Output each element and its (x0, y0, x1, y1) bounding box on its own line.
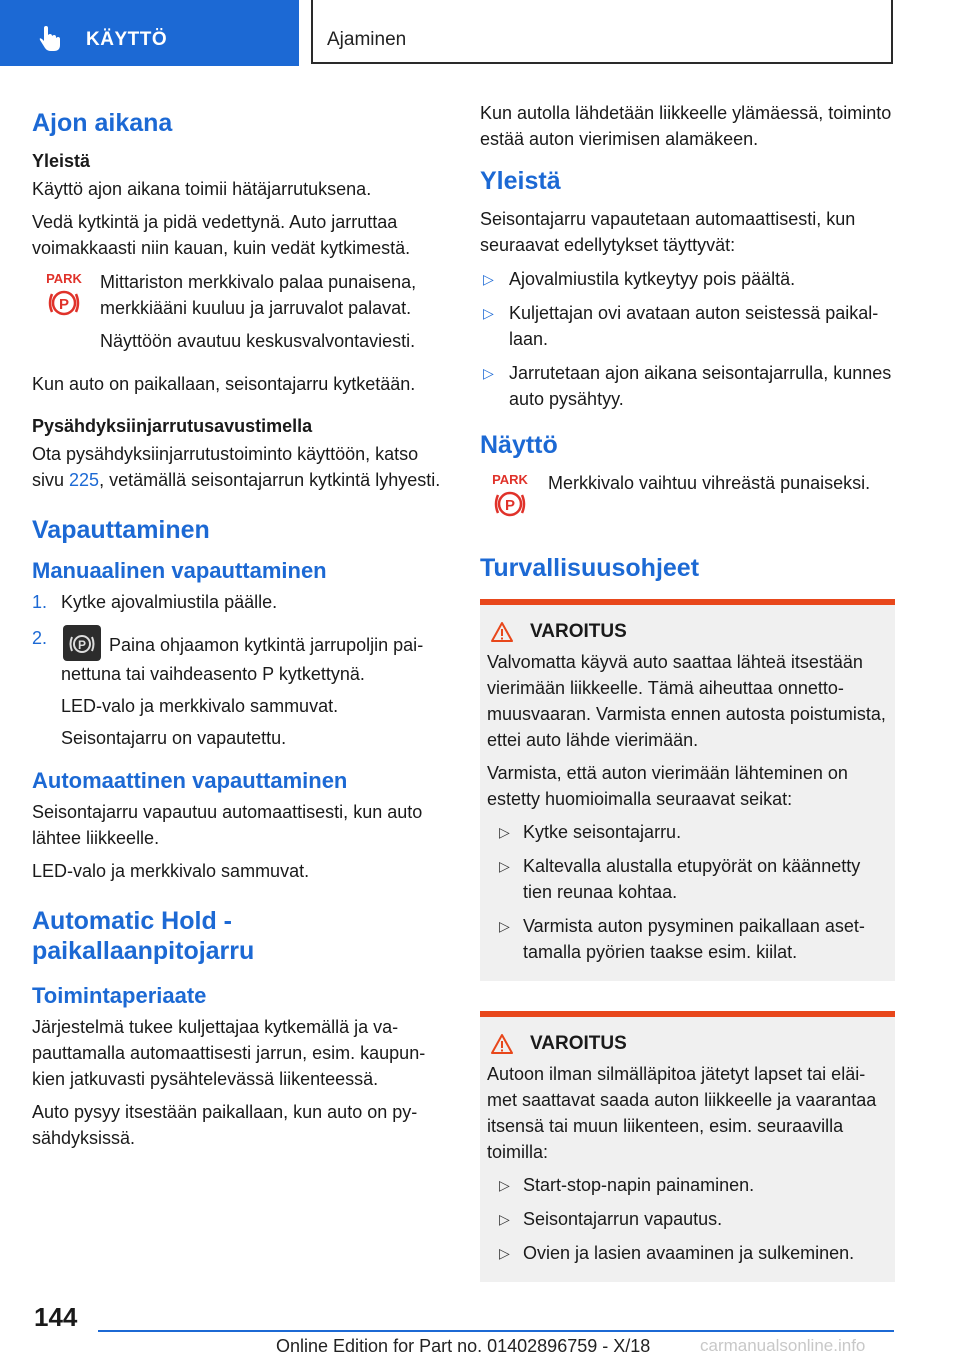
paragraph: Kun auto on paikallaan, seisontajarru kytketään. (32, 374, 416, 394)
heading-automaattinen: Automaattinen vapauttaminen (32, 768, 348, 793)
chapter-title: Ajaminen (327, 29, 407, 50)
heading-vapauttaminen: Vapauttaminen (32, 516, 210, 544)
heading-toimintaperiaate: Toimintaperiaate (32, 983, 207, 1008)
warning-list (487, 1172, 887, 1266)
paragraph: Merkkivalo vaihtuu vihreästä punaiseksi. (548, 473, 871, 493)
warning-triangle-icon (490, 621, 514, 643)
section-tab (0, 0, 299, 66)
list-item (32, 625, 447, 751)
heading-pysahdys: Pysähdyksiinjarrutusavustimella (32, 416, 313, 436)
paragraph: Näyttöön avautuu keskusvalvontaviesti. (100, 331, 416, 351)
paragraph: Valvomatta käyvä auto saattaa lähteä itsestään vierimään liikkeelle. Tämä aiheuttaa onnettomuusvaaran. Varmista ennen autosta poistumista, ettei auto lähde vierimään. (487, 652, 886, 750)
heading-automatic-hold: Automatic Hold - paikallaanpitojarru (32, 907, 255, 965)
list-item (480, 266, 895, 292)
list-item (480, 360, 895, 412)
svg-text:P: P (58, 296, 70, 313)
step-note: Seisontajarru on vapautettu. (61, 728, 287, 748)
list-text: Kaltevalla alustalla etupyörät on käännetty tien reunaa kohtaa. (523, 856, 861, 902)
triangle-bullet-icon: ▷ (499, 1211, 510, 1227)
warning-title: VAROITUS (530, 1033, 627, 1054)
svg-text:PARK: PARK (492, 472, 528, 487)
paragraph: Autoon ilman silmälläpitoa jätetyt lapset tai eläimet saattavat saada auton liikkeelle ja vaarantaa itsensä tai muun liikenteen, esim. seuraavilla toimilla: (487, 1064, 877, 1162)
paragraph: Seisontajarru vapautetaan automaattisesti, kun seuraavat edellytykset täyttyvät: (480, 209, 856, 255)
warning-box (480, 599, 895, 981)
paragraph: Seisontajarru vapautuu automaattisesti, kun auto lähtee liikkeelle. (32, 802, 423, 848)
list-item (487, 819, 887, 845)
hand-pointer-icon (38, 26, 64, 52)
triangle-bullet-icon: ▷ (499, 858, 510, 874)
text-span: , vetämällä seisontajarrun kytkintä lyhyesti. (99, 470, 441, 490)
paragraph: Varmista, että auton vierimään lähteminen on estetty huomioimalla seuraavat seikat: (487, 763, 848, 809)
paragraph: Käyttö ajon aikana toimii hätäjarrutuksena. (32, 179, 372, 199)
list-item (487, 1172, 887, 1198)
step-note: LED-valo ja merkkivalo sammuvat. (61, 696, 339, 716)
list-item (487, 853, 887, 905)
paragraph: Vedä kytkintä ja pidä vedettynä. Auto jarruttaa voimakkaasti niin kauan, kuin vedät kytkimestä. (32, 212, 411, 258)
step-text: Paina ohjaamon kytkintä jarrupoljin painettuna tai vaihdeasento P kytkettynä. (61, 635, 424, 684)
svg-text:P: P (504, 497, 516, 514)
list-item (487, 1206, 887, 1232)
watermark: carmanualsonline.info (700, 1336, 866, 1355)
heading-turvallisuusohjeet: Turvallisuusohjeet (480, 554, 700, 582)
triangle-bullet-icon: ▷ (483, 305, 494, 321)
heading-ajon-aikana: Ajon aikana (32, 109, 173, 137)
paragraph (32, 441, 447, 493)
paragraph: Auto pysyy itsestään paikallaan, kun auto on pysähdyksissä. (32, 1102, 418, 1148)
heading-manuaalinen: Manuaalinen vapauttaminen (32, 558, 327, 583)
heading-naytto: Näyttö (480, 431, 558, 459)
step-text: Kytke ajovalmiustila päälle. (61, 592, 278, 612)
list-text: Varmista auton pysyminen paikallaan asettamalla pyörien taakse esim. kiilat. (523, 916, 865, 962)
park-brake-icon (488, 470, 532, 520)
step-number: 1. (32, 592, 48, 612)
step-number: 2. (32, 628, 48, 648)
list-text: Start-stop-napin painaminen. (523, 1175, 755, 1195)
triangle-bullet-icon: ▷ (483, 365, 494, 381)
park-brake-icon (42, 269, 86, 319)
list-text: Ovien ja lasien avaaminen ja sulkeminen. (523, 1243, 855, 1263)
list-text: Kytke seisontajarru. (523, 822, 682, 842)
paragraph: Järjestelmä tukee kuljettajaa kytkemällä ja vapauttamalla automaattisesti jarrun, esim. kaupunkien jatkuvasti pysähtelevässä liikenteessä. (32, 1017, 426, 1089)
steps-list (32, 589, 447, 751)
paragraph: LED-valo ja merkkivalo sammuvat. (32, 861, 310, 881)
list-item (487, 1240, 887, 1266)
list-text: Jarrutetaan ajon aikana seisontajarrulla, kunnes auto pysähtyy. (509, 363, 892, 409)
conditions-list (480, 266, 895, 412)
warning-triangle-icon (490, 1033, 514, 1055)
left-column (32, 100, 447, 1158)
triangle-bullet-icon: ▷ (499, 1245, 510, 1261)
list-item (487, 913, 887, 965)
edition-text: Online Edition for Part no. 01402896759 - X/18 (276, 1336, 651, 1356)
indicator-note (32, 269, 447, 361)
parking-brake-button-icon (63, 625, 101, 661)
list-text: Seisontajarrun vapautus. (523, 1209, 723, 1229)
triangle-bullet-icon: ▷ (499, 918, 510, 934)
section-tab-label: KÄYTTÖ (86, 29, 168, 50)
heading-yleista: Yleistä (32, 151, 91, 171)
right-column (480, 100, 895, 1312)
text-span: Ota pysähdyksiinjarrutustoiminto käyttöön, katso sivu (32, 444, 419, 490)
page-number: 144 (34, 1302, 78, 1332)
warning-title: VAROITUS (530, 621, 627, 642)
warning-list (487, 819, 887, 965)
heading-yleista: Yleistä (480, 167, 561, 195)
footer-divider (98, 1330, 894, 1332)
list-text: Ajovalmiustila kytkeytyy pois päältä. (509, 269, 796, 289)
indicator-note (480, 470, 895, 527)
svg-text:P: P (77, 638, 87, 652)
page-link-225[interactable]: 225 (69, 470, 100, 490)
triangle-bullet-icon: ▷ (499, 824, 510, 840)
chapter-header (311, 0, 893, 64)
triangle-bullet-icon: ▷ (499, 1177, 510, 1193)
svg-text:PARK: PARK (46, 271, 82, 286)
list-text: Kuljettajan ovi avataan auton seistessä paikallaan. (509, 303, 879, 349)
triangle-bullet-icon: ▷ (483, 271, 494, 287)
list-item (32, 589, 447, 615)
list-item (480, 300, 895, 352)
paragraph: Mittariston merkkivalo palaa punaisena, merkkiääni kuuluu ja jarruvalot palavat. (100, 272, 417, 318)
warning-box (480, 1011, 895, 1282)
paragraph: Kun autolla lähdetään liikkeelle ylämäessä, toiminto estää auton vierimisen alamäkeen. (480, 103, 892, 149)
